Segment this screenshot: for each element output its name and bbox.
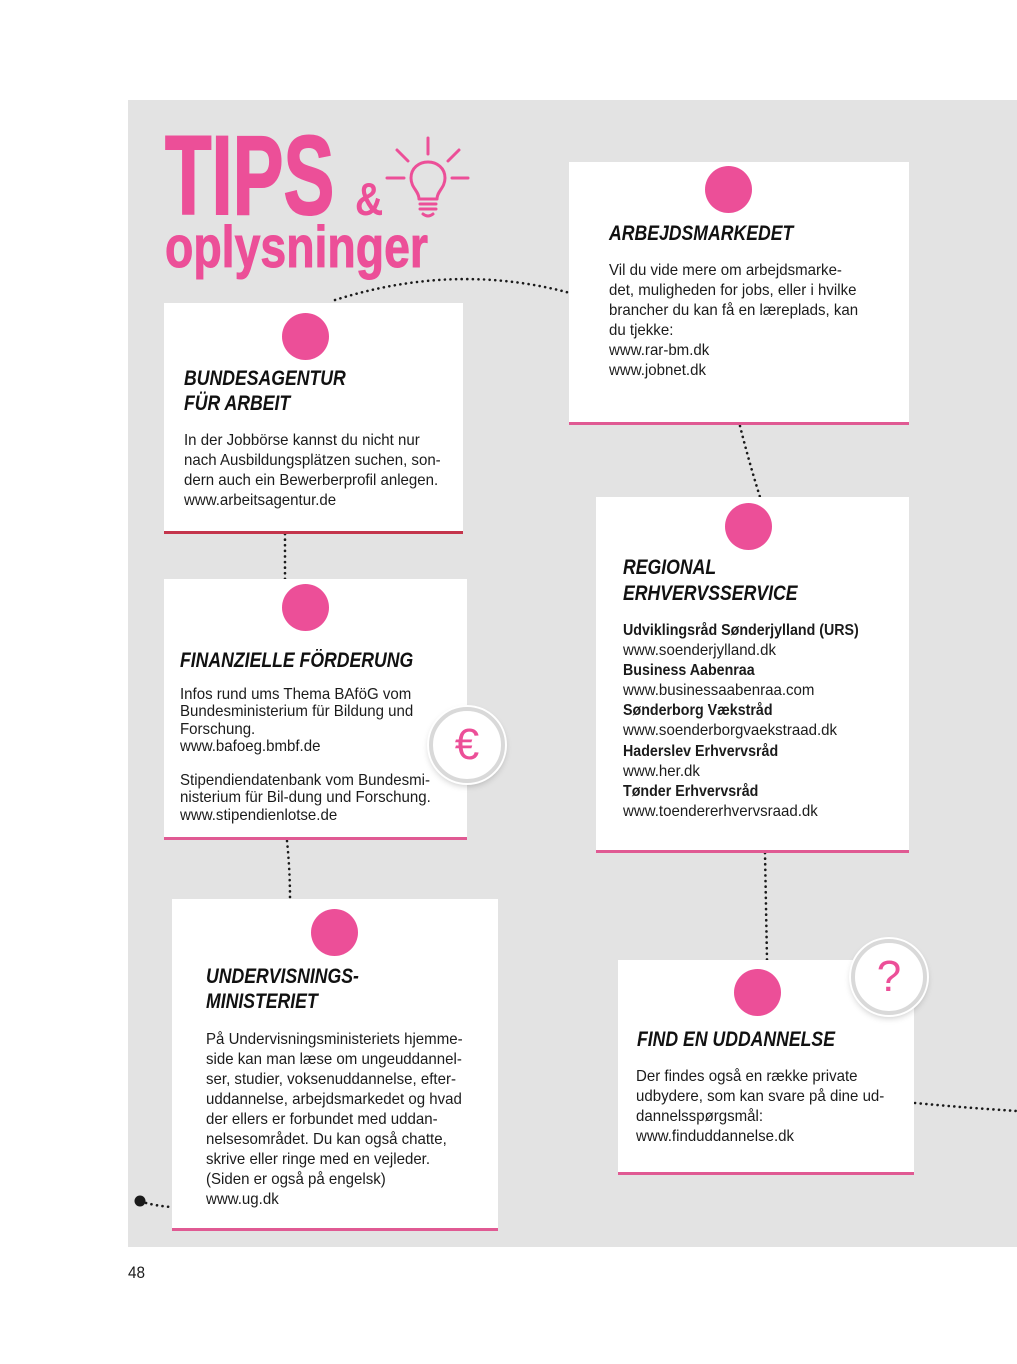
card-link: www.rar-bm.dk <box>609 342 710 359</box>
card-text: Stipendiendatenbank vom Bundesmi- nisterium für Bil-dung und Forschung. <box>180 772 431 807</box>
card-link: www.jobnet.dk <box>609 362 706 379</box>
question-icon: ? <box>876 952 902 1001</box>
card-link: www.arbeitsagentur.de <box>184 492 337 509</box>
card-arbejdsmarkedet <box>569 162 909 425</box>
card-link: www.stipendienlotse.de <box>180 806 338 824</box>
page-number: 48 <box>128 1263 146 1282</box>
page-title: TIPS <box>165 113 335 238</box>
card-body <box>623 621 888 822</box>
pin-dot <box>705 166 752 213</box>
card-text: Vil du vide mere om arbejdsmarke- det, muligheden for jobs, eller i hvilke brancher du kan få en læreplads, kan du tjekke: <box>609 262 859 339</box>
card-body <box>184 431 457 511</box>
connector-line <box>287 841 290 899</box>
card-text: På Undervisningsministeriets hjemme- side kan man læse om ungeuddannel- ser, studier, voksenuddannelse, efter- uddannelse, arbejdsmarkedet og hvad der ellers er forbundet med uddan- nelsesområdet. Du kan også chatte, skrive eller ringe med en vejleder. (Siden er også på engelsk) <box>206 1031 463 1188</box>
card-title: FIND EN UDDANNELSE <box>637 1028 835 1051</box>
card-paragraph <box>180 772 447 824</box>
card-link: www.soenderborgvaekstraad.dk <box>623 722 838 740</box>
card-text: In der Jobbörse kannst du nicht nur nach Ausbildungsplätzen suchen, son- dern auch ein Bewerberprofil anlegen. <box>184 432 441 489</box>
question-badge <box>851 939 927 1015</box>
card-title: REGIONAL ERHVERVSSERVICE <box>623 556 798 605</box>
card-link: www.finduddannelse.dk <box>636 1128 795 1145</box>
card-undervisningsministeriet <box>172 899 498 1231</box>
pin-dot <box>725 503 772 550</box>
card-body <box>206 1030 479 1210</box>
card-title: UNDERVISNINGS- MINISTERIET <box>206 965 359 1013</box>
lightbulb-icon <box>380 130 475 222</box>
card-finanzielle-foerderung <box>164 579 467 840</box>
card-body <box>636 1067 900 1147</box>
card-bundesagentur <box>164 303 463 534</box>
euro-badge <box>429 707 505 783</box>
connector-end-dot <box>135 1196 146 1207</box>
organisation-name: Business Aabenraa <box>623 662 755 680</box>
card-paragraph <box>180 686 428 755</box>
pin-dot <box>734 969 781 1016</box>
card-link: www.bafoeg.bmbf.de <box>180 737 321 755</box>
connector-line <box>740 426 760 497</box>
connector-line <box>915 1103 1017 1111</box>
card-text: Infos rund ums Thema BAföG vom Bundesministerium für Bildung und Forschung. <box>180 686 414 738</box>
organisation-name: Udviklingsråd Sønderjylland (URS) <box>623 622 859 639</box>
card-title: ARBEJDSMARKEDET <box>609 222 794 245</box>
card-link: www.toendererhvervsraad.dk <box>623 802 818 820</box>
card-link: www.her.dk <box>623 762 700 780</box>
card-text: Der findes også en række private udbydere, som kan svare på dine ud- dannelsspørgsmål: <box>636 1068 885 1125</box>
card-regional-erhvervsservice <box>596 497 909 853</box>
connector-line <box>146 1203 171 1207</box>
card-link: www.businessaabenraa.com <box>623 682 815 700</box>
organisation-name: Haderslev Erhvervsråd <box>623 742 779 760</box>
title-ampersand: & <box>355 173 384 225</box>
card-link: www.ug.dk <box>206 1191 279 1208</box>
card-title: BUNDESAGENTUR FÜR ARBEIT <box>184 367 346 415</box>
euro-icon: € <box>454 720 480 769</box>
connector-line <box>765 853 767 960</box>
pin-dot <box>282 584 329 631</box>
organisation-name: Tønder Erhvervsråd <box>623 782 759 800</box>
connector-line <box>335 279 570 300</box>
card-title: FINANZIELLE FÖRDERUNG <box>180 649 414 672</box>
card-body <box>609 261 874 381</box>
card-link: www.soenderjylland.dk <box>623 642 776 660</box>
page-subtitle: oplysninger <box>165 215 428 280</box>
pin-dot <box>282 313 329 360</box>
organisation-name: Sønderborg Vækstråd <box>623 702 773 720</box>
pin-dot <box>311 909 358 956</box>
